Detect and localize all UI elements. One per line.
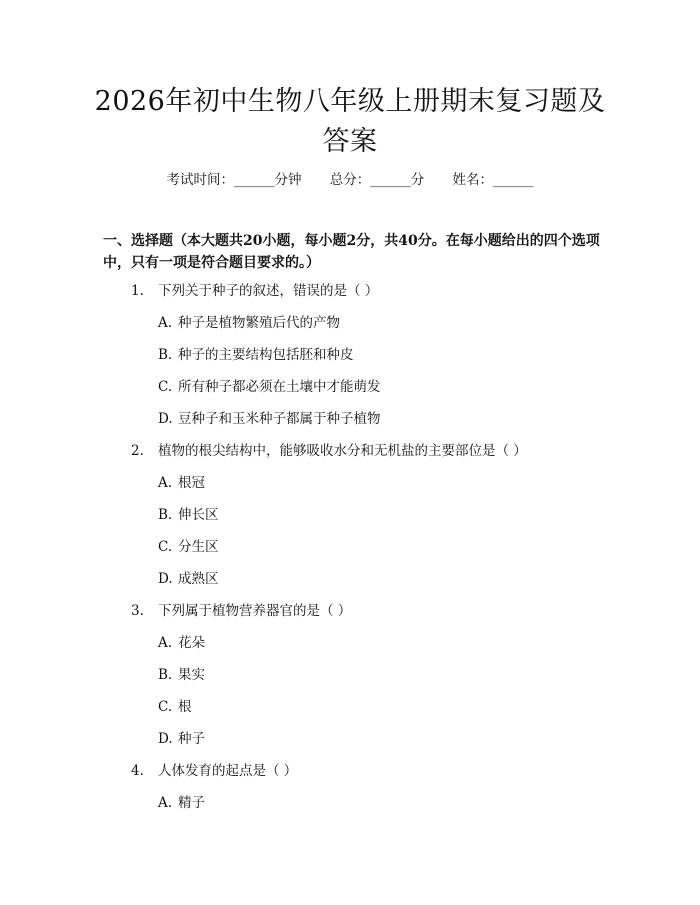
option-text: 种子是植物繁殖后代的产物 bbox=[178, 315, 340, 331]
option-letter: D. bbox=[158, 731, 173, 747]
option-text: 所有种子都必须在土壤中才能萌发 bbox=[178, 379, 381, 395]
option-letter: A. bbox=[158, 635, 173, 651]
option-text: 果实 bbox=[178, 667, 205, 683]
question-text: 下列关于种子的叙述，错误的是（ ） bbox=[158, 283, 379, 299]
option-text: 花朵 bbox=[178, 635, 205, 651]
option-letter: B. bbox=[158, 507, 173, 523]
option-letter: B. bbox=[158, 667, 173, 683]
question-2-option-b bbox=[158, 506, 219, 524]
student-name-field: 姓名：______ bbox=[452, 172, 534, 188]
option-letter: D. bbox=[158, 411, 173, 427]
question-text: 下列属于植物营养器官的是（ ） bbox=[158, 603, 352, 619]
question-1 bbox=[131, 282, 378, 300]
option-letter: C. bbox=[158, 379, 173, 395]
question-number: 4. bbox=[131, 763, 144, 779]
option-letter: B. bbox=[158, 347, 173, 363]
question-4 bbox=[131, 762, 297, 780]
option-letter: A. bbox=[158, 315, 173, 331]
question-number: 3. bbox=[131, 603, 144, 619]
exam-info-line bbox=[0, 168, 700, 188]
option-text: 豆种子和玉米种子都属于种子植物 bbox=[178, 411, 381, 427]
option-text: 成熟区 bbox=[178, 571, 219, 587]
option-letter: D. bbox=[158, 571, 173, 587]
option-letter: A. bbox=[158, 795, 173, 811]
question-1-option-d bbox=[158, 410, 381, 428]
question-text: 人体发育的起点是（ ） bbox=[158, 763, 298, 779]
option-text: 分生区 bbox=[178, 539, 219, 555]
page-title: 2026年初中生物八年级上册期末复习题及答案 bbox=[94, 86, 606, 157]
option-text: 种子 bbox=[178, 731, 205, 747]
total-score-field: 总分：______分 bbox=[329, 172, 425, 188]
option-letter: C. bbox=[158, 539, 173, 555]
option-text: 根 bbox=[178, 699, 192, 715]
question-3-option-a bbox=[158, 634, 205, 652]
question-4-option-a bbox=[158, 794, 205, 812]
question-2-option-a bbox=[158, 474, 205, 492]
option-letter: A. bbox=[158, 475, 173, 491]
question-2-option-c bbox=[158, 538, 219, 556]
question-1-option-b bbox=[158, 346, 354, 364]
option-text: 种子的主要结构包括胚和种皮 bbox=[178, 347, 354, 363]
option-text: 根冠 bbox=[178, 475, 205, 491]
option-text: 精子 bbox=[178, 795, 205, 811]
question-number: 1. bbox=[131, 283, 144, 299]
exam-time-field: 考试时间：______分钟 bbox=[166, 172, 302, 188]
question-number: 2. bbox=[131, 443, 144, 459]
question-3 bbox=[131, 602, 351, 620]
question-3-option-d bbox=[158, 730, 205, 748]
question-3-option-c bbox=[158, 698, 192, 716]
question-2-option-d bbox=[158, 570, 219, 588]
section-heading: 一、选择题（本大题共20小题，每小题2分，共40分。在每小题给出的四个选项中，只有一项是符合题目要求的。） bbox=[103, 233, 600, 271]
question-2 bbox=[131, 442, 527, 460]
option-text: 伸长区 bbox=[178, 507, 219, 523]
question-1-option-c bbox=[158, 378, 381, 396]
question-1-option-a bbox=[158, 314, 340, 332]
question-text: 植物的根尖结构中，能够吸收水分和无机盐的主要部位是（ ） bbox=[158, 443, 527, 459]
option-letter: C. bbox=[158, 699, 173, 715]
question-3-option-b bbox=[158, 666, 205, 684]
